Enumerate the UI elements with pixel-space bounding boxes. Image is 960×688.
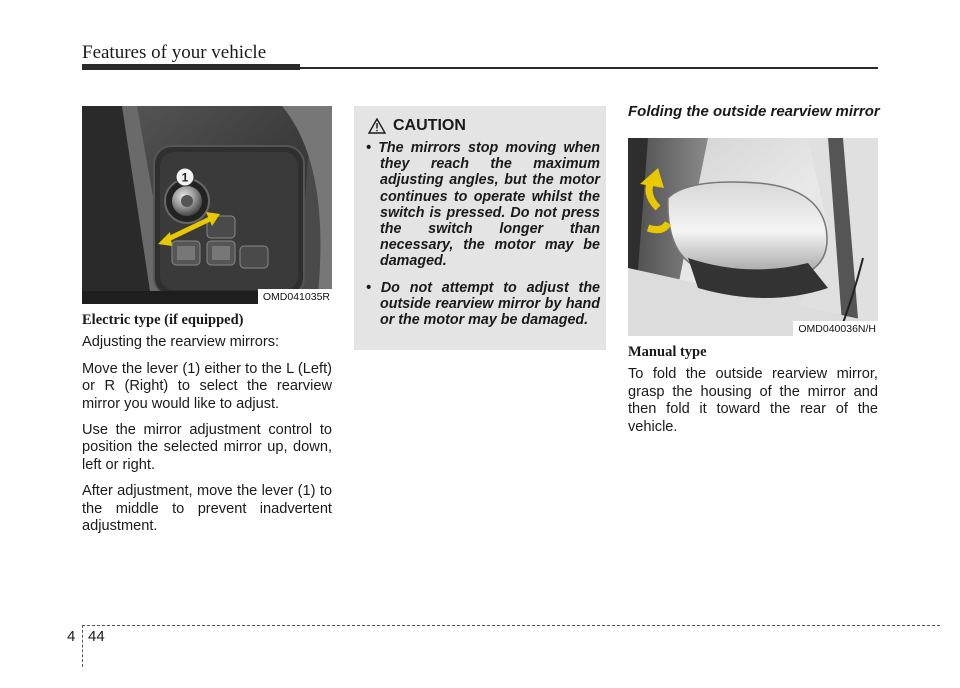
- mirror-switch-illustration: [82, 106, 332, 304]
- caution-title: [368, 117, 466, 135]
- caution-box: [354, 106, 606, 350]
- caution-list: [366, 140, 600, 338]
- warning-triangle-icon: [368, 118, 386, 134]
- outside-mirror-illustration: [628, 138, 878, 336]
- section-title-folding: Folding the outside rearview mirror: [628, 103, 880, 120]
- header-rule-thick: [82, 64, 300, 70]
- paragraph: After adjustment, move the lever (1) to the middle to prevent inadvertent adjustment.: [82, 483, 332, 535]
- paragraph: Use the mirror adjustment control to position the selected mirror up, down, left or right.: [82, 422, 332, 473]
- footer-vertical-rule: [82, 625, 83, 667]
- photo-callout: 1: [181, 170, 189, 185]
- mirror-switch-photo: [82, 106, 332, 304]
- paragraph: Move the lever (1) either to the L (Left) or R (Right) to select the rearview mirror you would like to adjust.: [82, 360, 332, 412]
- subhead-manual-type: Manual type: [628, 344, 707, 360]
- page-header-title: Features of your vehicle: [82, 42, 267, 63]
- photo-caption-code: OMD041035R: [258, 289, 332, 304]
- footer-rule: [82, 625, 940, 626]
- right-text-column: [628, 344, 878, 445]
- photo-caption-code: OMD040036N/H: [793, 321, 878, 336]
- subhead-electric-type: Electric type (if equipped): [82, 312, 244, 328]
- outside-mirror-photo: [628, 138, 878, 336]
- paragraph: Adjusting the rearview mirrors:: [82, 334, 280, 351]
- paragraph: To fold the outside rearview mirror, grasp the housing of the mirror and then fold it toward the rear of the vehicle.: [628, 366, 878, 435]
- left-text-column: [82, 312, 332, 544]
- page-number: 44: [88, 628, 105, 645]
- chapter-number: 4: [67, 628, 76, 645]
- caution-item: • Do not attempt to adjust the outside rearview mirror by hand or the motor may be damaged.: [366, 279, 600, 329]
- header-rule-thin: [300, 67, 878, 69]
- caution-title-text: CAUTION: [393, 117, 466, 134]
- caution-item: • The mirrors stop moving when they reach the maximum adjusting angles, but the motor continues to operate whilst the switch is pressed. Do not press the switch longer than necessary, the motor may be damaged.: [366, 140, 600, 270]
